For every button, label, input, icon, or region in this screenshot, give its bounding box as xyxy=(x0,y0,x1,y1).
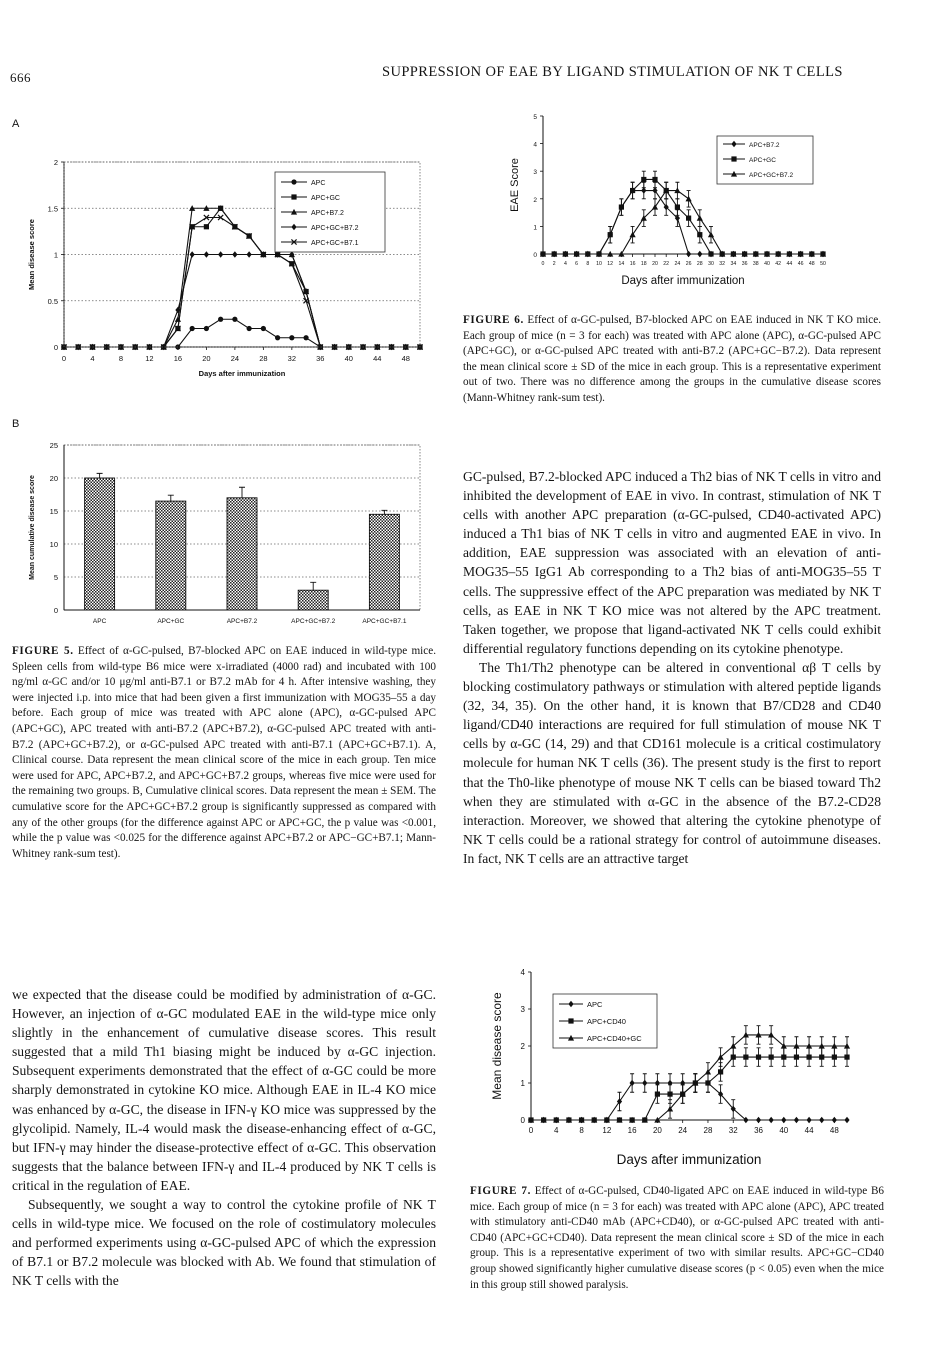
left-paragraph-1: we expected that the disease could be modified by administration of α-GC. However, an injection of α-GC modulated EAE in the wild-type mice only slightly in the enhancement of cumulative disease scores. This result suggested that a mild Th1 biasing might be induced by α-GC injection. Subsequent experiments demonstrated that the effect of α-GC could be more sharply demonstrated in cytokine KO mice. Although EAE in IL-4 KO mice was enhanced by α-GC, the disease in IFN-γ KO mice was suppressed by the glycolipid. Namely, IL-4 would mask the disease-enhancing effect of α-GC, but IFN-γ may hinder the disease-protective effect of α-GC. This observation suggests that the balance between IFN-γ and IL-4 produced by NK T cells is critical in the regulation of EAE. xyxy=(12,987,436,1193)
y-tick-label: 1 xyxy=(520,1079,525,1088)
x-tick-label: 0 xyxy=(528,1126,534,1135)
x-tick-label: 28 xyxy=(696,261,703,267)
data-point xyxy=(204,224,209,229)
x-tick-label: 4 xyxy=(563,261,567,267)
x-tick-label: 36 xyxy=(316,354,325,363)
error-bar xyxy=(310,582,316,590)
series-apc xyxy=(528,1074,849,1123)
bar-group xyxy=(156,495,186,610)
bar xyxy=(85,478,115,610)
y-tick-label: 2 xyxy=(53,158,58,167)
y-axis-title: Mean disease score xyxy=(27,219,36,290)
y-tick-label: 1 xyxy=(533,224,537,232)
y-tick-label: 1 xyxy=(53,250,58,260)
x-tick-label: 32 xyxy=(719,261,726,267)
y-tick-label: 1.5 xyxy=(47,204,58,214)
data-point xyxy=(697,215,703,221)
data-point xyxy=(756,1117,761,1123)
figure-6-caption-text: Effect of α-GC-pulsed, B7-blocked APC on EAE induced in NK T KO mice. Each group of mice (n = 3 for each) was treated with APC alone (APC), α-GC-pulsed APC (APC+GC), or α-GC-pulsed APC treated with anti-B7.2 (APC+GC−B7.2). Data represent the mean clinical score ± SD of the mice in each group. This is a representative experiment out of two. There was no difference among the groups in the cumulative disease scores (Mann-Whitney rank-sum test). xyxy=(463,314,882,404)
figure-7-caption xyxy=(470,1184,884,1293)
y-tick-label: 4 xyxy=(533,141,537,149)
x-tick-label: 20 xyxy=(652,1126,662,1135)
data-point xyxy=(190,251,195,257)
figure-6-label: FIGURE 6. xyxy=(463,314,524,326)
x-tick-label: 26 xyxy=(685,261,692,267)
bar-group xyxy=(369,510,399,610)
data-point xyxy=(232,251,237,257)
data-point xyxy=(204,326,209,331)
data-point xyxy=(743,1055,748,1060)
x-tick-label: 44 xyxy=(373,354,382,363)
legend-label: APC xyxy=(311,180,326,187)
x-category-label: APC+B7.2 xyxy=(226,618,258,625)
x-tick-label: 48 xyxy=(401,354,410,363)
data-point xyxy=(190,326,195,331)
data-point xyxy=(232,317,237,322)
x-tick-label: 24 xyxy=(230,354,240,363)
data-point xyxy=(641,177,646,182)
figure-7-caption-text: Effect of α-GC-pulsed, CD40-ligated APC on EAE induced in wild-type B6 mice. Each group of mice (n = 3 for each) was treated with APC alone (APC), APC treated with stimulatory anti-CD40 mAb (APC+CD40), or α-GC-pulsed APC treated with anti-CD40 (APC+GC+CD40). Data represent the mean clinical score ± SD of the mice in each group. This is a representative experiment of two with similar results. APC+GC−CD40 group showed significantly higher cumulative disease scores (p < 0.05) even when the mice in this group still showed paralysis. xyxy=(470,1185,884,1291)
x-category-label: APC+GC+B7.2 xyxy=(291,618,336,625)
data-point xyxy=(756,1055,761,1060)
running-title: SUPPRESSION OF EAE BY LIGAND STIMULATION OF NK T CELLS xyxy=(382,64,843,80)
data-point xyxy=(844,1117,849,1123)
x-tick-label: 40 xyxy=(779,1126,789,1135)
x-tick-label: 16 xyxy=(173,354,183,363)
x-tick-label: 42 xyxy=(775,261,782,267)
legend-label: APC+GC xyxy=(749,157,776,164)
y-tick-label: 0 xyxy=(53,343,58,352)
x-tick-label: 12 xyxy=(602,1126,612,1135)
data-point xyxy=(832,1117,837,1123)
x-tick-label: 24 xyxy=(674,261,681,267)
x-tick-label: 14 xyxy=(618,261,625,267)
legend-marker xyxy=(568,1018,573,1023)
x-category-label: APC+GC xyxy=(157,618,185,625)
x-tick-label: 40 xyxy=(764,261,770,267)
legend-label: APC+CD40 xyxy=(587,1017,626,1026)
figure-7-label: FIGURE 7. xyxy=(470,1185,531,1197)
x-tick-label: 8 xyxy=(118,354,124,363)
y-tick-label: 2 xyxy=(520,1042,525,1051)
data-point xyxy=(303,335,308,340)
y-tick-label: 4 xyxy=(520,968,525,977)
x-tick-label: 30 xyxy=(708,261,714,267)
x-axis-title: Days after immunization xyxy=(198,369,286,378)
data-point xyxy=(261,326,266,331)
data-point xyxy=(667,1092,672,1097)
x-tick-label: 34 xyxy=(730,261,737,267)
data-point xyxy=(619,204,624,209)
x-tick-label: 50 xyxy=(820,261,826,267)
x-tick-label: 0 xyxy=(61,354,67,363)
bar-group xyxy=(298,582,328,610)
data-point xyxy=(697,232,702,237)
error-bar xyxy=(168,495,174,501)
data-point xyxy=(247,326,252,331)
x-tick-label: 4 xyxy=(90,354,95,363)
figure-6-line-chart xyxy=(505,108,833,308)
y-tick-label: 25 xyxy=(49,441,58,450)
bar xyxy=(227,498,257,610)
data-point xyxy=(655,1092,660,1097)
legend-label: APC+B7.2 xyxy=(311,210,344,217)
data-point xyxy=(204,251,209,257)
y-axis-title: Mean cumulative disease score xyxy=(29,475,36,580)
series-apc-gc-b7-2 xyxy=(540,182,826,256)
y-tick-label: 10 xyxy=(49,540,58,549)
series-line xyxy=(543,191,823,254)
x-tick-label: 4 xyxy=(554,1126,559,1135)
x-tick-label: 32 xyxy=(287,354,297,363)
y-tick-label: 3 xyxy=(533,169,537,177)
left-paragraph-2: Subsequently, we sought a way to control the cytokine profile of NK T cells in wild-type mice. We focused on the role of costimulatory molecules and performed experiments using α-GC-pulsed APC of which the expression of B7.1 or B7.2 molecule was blocked with Ab. We found that stimulation of NK T cells with the xyxy=(12,1197,436,1289)
y-axis-title: EAE Score xyxy=(509,158,521,212)
legend-label: APC+B7.2 xyxy=(749,142,780,149)
x-tick-label: 0 xyxy=(541,261,545,267)
data-point xyxy=(686,216,691,221)
series-line xyxy=(543,191,823,254)
data-point xyxy=(289,335,294,340)
x-tick-label: 44 xyxy=(786,261,793,267)
x-tick-label: 18 xyxy=(640,261,647,267)
figure-6-caption xyxy=(463,313,881,407)
y-tick-label: 5 xyxy=(53,573,58,582)
x-tick-label: 28 xyxy=(703,1126,713,1135)
legend-label: APC+GC+B7.2 xyxy=(749,172,794,179)
series-apc xyxy=(61,317,422,350)
x-axis-title: Days after immunization xyxy=(621,275,745,287)
x-tick-label: 38 xyxy=(752,261,759,267)
x-axis-title: Days after immunization xyxy=(616,1152,762,1167)
legend-marker xyxy=(291,194,296,199)
data-point xyxy=(769,1117,774,1123)
y-tick-label: 3 xyxy=(520,1005,525,1014)
figure-5-caption xyxy=(12,644,436,862)
legend-marker xyxy=(291,179,296,184)
data-point xyxy=(675,204,680,209)
y-axis-title: Mean disease score xyxy=(490,992,504,1100)
legend-label: APC+GC xyxy=(311,195,340,202)
right-paragraph-1: GC-pulsed, B7.2-blocked APC induced a Th2 bias of NK T cells in vitro and inhibited the development of EAE in vivo. In contrast, stimulation of NK T cells with another APC preparation (α-GC-pulsed, CD40-activated APC) induced a Th1 bias of NK T cells in vitro and augmented EAE in vivo. In addition, EAE suppression was associated with an elevation of anti-MOG35–55 IgG1 Ab corresponding to a Th2 bias of anti-MOG35–55 T cells. The suppressive effect of the APC preparation was mediated by NK T cells, as EAE in NK T KO mice was not altered by the APC treatment. Taken together, we propose that ligand-activated NK T cells could exhibit differential regulatory functions depending on its cytokine phenotype. xyxy=(463,469,881,656)
data-point xyxy=(697,251,702,257)
data-point xyxy=(247,251,252,257)
data-point xyxy=(781,1117,786,1123)
x-category-label: APC+GC+B7.1 xyxy=(362,618,407,625)
x-tick-label: 40 xyxy=(344,354,353,363)
bar xyxy=(298,590,328,610)
x-tick-label: 10 xyxy=(596,261,602,267)
x-category-label: APC xyxy=(92,618,107,625)
x-tick-label: 12 xyxy=(145,354,154,363)
bar-group xyxy=(227,487,257,610)
x-tick-label: 48 xyxy=(829,1126,839,1135)
figure-5-label: FIGURE 5. xyxy=(12,645,74,657)
x-tick-label: 16 xyxy=(627,1126,637,1135)
data-point xyxy=(642,1080,647,1086)
figure-7-line-chart xyxy=(485,960,860,1178)
data-point xyxy=(708,251,713,256)
x-tick-label: 2 xyxy=(552,261,556,267)
x-tick-label: 46 xyxy=(797,261,804,267)
x-tick-label: 36 xyxy=(741,261,748,267)
series-apc-b7-2 xyxy=(540,182,825,257)
figure-5a-line-chart xyxy=(20,140,430,390)
page-number: 666 xyxy=(10,70,31,85)
data-point xyxy=(794,1117,799,1123)
x-tick-label: 8 xyxy=(579,1126,584,1135)
data-point xyxy=(718,1069,723,1074)
x-tick-label: 28 xyxy=(259,354,268,363)
x-tick-label: 6 xyxy=(575,261,579,267)
y-tick-label: 2 xyxy=(533,196,537,204)
data-point xyxy=(819,1117,824,1123)
y-tick-label: 15 xyxy=(49,507,58,516)
data-point xyxy=(275,335,280,340)
x-tick-label: 16 xyxy=(629,261,636,267)
data-point xyxy=(218,317,223,322)
figure-5b-bar-chart xyxy=(20,435,430,635)
data-point xyxy=(630,188,635,193)
legend-marker xyxy=(731,156,736,161)
x-tick-label: 12 xyxy=(607,261,614,267)
bar-group xyxy=(85,473,115,610)
data-point xyxy=(686,251,691,257)
series-apc-gc-b7-2 xyxy=(61,251,422,350)
x-tick-label: 20 xyxy=(202,354,211,363)
figure-5-caption-text: Effect of α-GC-pulsed, B7-blocked APC on EAE induced in wild-type mice. Spleen cells from wild-type B6 mice were x-irradiated (4000 rad) and incubated with 100 ng/ml α-GC and/or 10 μg/ml anti-B7.1 or B7.2 mAb for 4 h. After intensive washing, they were injected i.p. into mice that had been given a first immunization with MOG35–55 a day before. Each group of mice was treated with APC alone (APC), α-GC-pulsed APC (APC+GC), APC treated with anti-B7.2 (APC+B7.2), α-GC-pulsed APC treated with anti-B7.2 (APC+GC+B7.2), or α-GC-pulsed APC treated with anti-B7.1 (APC+GC+B7.1). A, Clinical course. Data represent the mean clinical score of the mice in each group. Ten mice were used for APC, APC+B7.2, and APC+GC+B7.2 groups, whereas five mice were used for the remaining two groups. B, Cumulative clinical scores. Data represent the mean ± SEM. The cumulative score for the APC+GC+B7.2 group is significantly suppressed as compared with any of the other groups (for the difference against APC or APC+GC, the p value was <0.001, while the p value was <0.025 for the difference against APC+B7.2 or APC−GC+B7.1; Mann-Whitney rank-sum test). xyxy=(12,645,437,860)
x-tick-label: 48 xyxy=(808,261,815,267)
x-tick-label: 22 xyxy=(663,261,670,267)
data-point xyxy=(641,187,646,193)
data-point xyxy=(608,232,613,237)
x-tick-label: 44 xyxy=(804,1126,814,1135)
bar xyxy=(156,501,186,610)
panel-label-a: A xyxy=(12,118,20,130)
error-bar xyxy=(97,473,103,478)
y-tick-label: 0.5 xyxy=(47,296,58,306)
series-line xyxy=(64,319,420,347)
x-tick-label: 8 xyxy=(586,261,590,267)
y-tick-label: 20 xyxy=(49,474,58,483)
error-bar xyxy=(239,487,245,498)
right-paragraph-2: The Th1/Th2 phenotype can be altered in conventional αβ T cells by blocking costimulatory pathways or stimulation with altered peptide ligands (32, 34, 35). On the other hand, it is known that B7/CD28 and CD40 ligand/CD40 interactions are required for full stimulation of mouse NK T cells by α-GC (14, 29) and that CD161 molecule is a critical costimulatory molecule for human NK T cells (36). The present study is the first to report that the Th0-like phenotype of mouse NK T cells can be biased toward Th2 when they are stimulated with α-GC in the absence of the B7.2-CD28 interaction. Moreover, we showed that altering the cytokine phenotype of NK T cells could be a rational strategy for control of autoimmune diseases. In fact, NK T cells are an attractive target xyxy=(463,659,881,866)
right-column-text xyxy=(463,467,881,868)
bar xyxy=(369,514,399,610)
series-apc-cd40 xyxy=(528,1048,849,1123)
left-column-text xyxy=(12,985,436,1291)
y-tick-label: 0 xyxy=(533,252,537,259)
legend-label: APC+GC+B7.1 xyxy=(311,240,359,247)
x-tick-label: 36 xyxy=(754,1126,763,1135)
data-point xyxy=(652,177,657,182)
panel-label-b: B xyxy=(12,418,20,430)
data-point xyxy=(218,251,223,257)
x-tick-label: 24 xyxy=(678,1126,688,1135)
x-tick-label: 32 xyxy=(728,1126,738,1135)
y-tick-label: 5 xyxy=(533,114,537,121)
data-point xyxy=(769,1055,774,1060)
x-tick-label: 20 xyxy=(652,261,658,267)
legend-label: APC+CD40+GC xyxy=(587,1034,642,1043)
legend-label: APC xyxy=(587,1000,603,1009)
series-line xyxy=(543,179,823,254)
y-tick-label: 0 xyxy=(520,1116,525,1125)
y-tick-label: 0 xyxy=(53,606,58,615)
legend-label: APC+GC+B7.2 xyxy=(311,225,359,232)
data-point xyxy=(806,1117,811,1123)
